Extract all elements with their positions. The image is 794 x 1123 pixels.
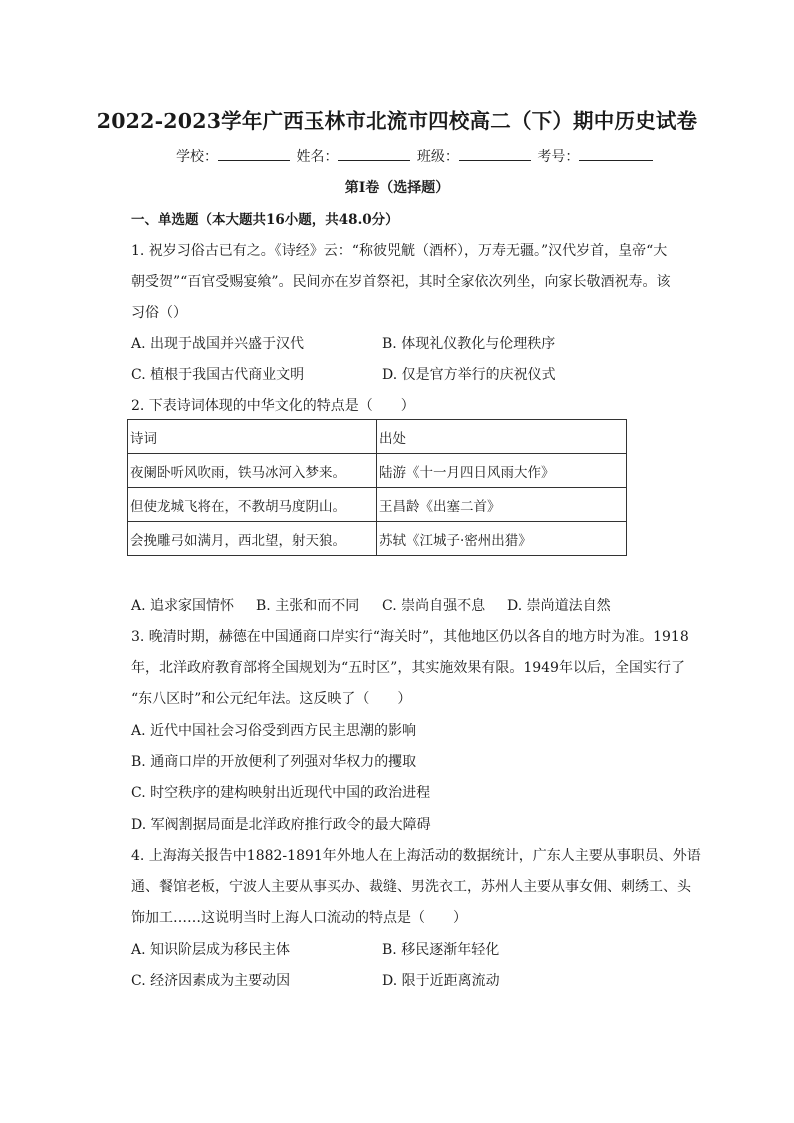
q1-line-1: 1. 祝岁习俗古已有之。《诗经》云：“称彼兕觥（酒杯），万寿无疆。”汉代岁首，皇帝“大 xyxy=(131,243,668,259)
q1-option-d[interactable]: D. 仅是官方举行的庆祝仪式 xyxy=(382,367,556,383)
q4-option-c[interactable]: C. 经济因素成为主要动因 xyxy=(131,973,291,989)
table-cell-source: 陆游《十一月四日风雨大作》 xyxy=(377,454,627,488)
name-blank[interactable] xyxy=(338,146,410,161)
q2-option-c[interactable]: C. 崇尚自强不息 xyxy=(382,598,486,614)
table-cell-source: 苏轼《江城子·密州出猎》 xyxy=(377,522,627,556)
q4-option-a[interactable]: A. 知识阶层成为移民主体 xyxy=(131,942,291,958)
table-row xyxy=(128,454,627,488)
q2-option-d[interactable]: D. 崇尚道法自然 xyxy=(507,598,611,614)
q3-option-b[interactable]: B. 通商口岸的开放便利了列强对华权力的攫取 xyxy=(131,754,417,770)
q1-line-2: 朝受贺”“百官受赐宴飨”。民间亦在岁首祭祀，其时全家依次列坐，向家长敬酒祝寿。该 xyxy=(131,274,671,290)
exam-no-blank[interactable] xyxy=(579,146,653,161)
q3-line-2: 年，北洋政府教育部将全国规划为“五时区”，其实施效果有限。1949年以后，全国实行了 xyxy=(131,660,685,676)
q3-option-a[interactable]: A. 近代中国社会习俗受到西方民主思潮的影响 xyxy=(131,723,417,739)
school-blank[interactable] xyxy=(218,146,290,161)
q2-option-b[interactable]: B. 主张和而不同 xyxy=(256,598,360,614)
table-row xyxy=(128,488,627,522)
class-label: 班级： xyxy=(416,149,459,165)
table-cell-poem: 夜阑卧听风吹雨，铁马冰河入梦来。 xyxy=(128,454,377,488)
table-header-source: 出处 xyxy=(377,420,627,454)
school-label: 学校： xyxy=(176,149,218,165)
section-title: 第I卷（选择题） xyxy=(344,180,450,196)
table-cell-poem: 会挽雕弓如满月，西北望，射天狼。 xyxy=(128,522,377,556)
exam-no-label: 考号： xyxy=(537,149,580,165)
q4-option-d[interactable]: D. 限于近距离流动 xyxy=(382,973,500,989)
q4-line-1: 4. 上海海关报告中1882-1891年外地人在上海活动的数据统计，广东人主要从事职员、外语 xyxy=(131,848,701,864)
table-header-poem: 诗词 xyxy=(128,420,377,454)
q2-stem: 2. 下表诗词体现的中华文化的特点是（ ） xyxy=(131,398,415,414)
table-header-row xyxy=(128,420,627,454)
part-title: 一、单选题（本大题共16小题，共48.0分） xyxy=(131,212,399,228)
student-info-row xyxy=(176,146,655,166)
q1-option-a[interactable]: A. 出现于战国并兴盛于汉代 xyxy=(131,336,305,352)
q4-line-2: 通、餐馆老板，宁波人主要从事买办、裁缝、男洗衣工，苏州人主要从事女佣、刺绣工、头 xyxy=(131,879,691,895)
q1-option-b[interactable]: B. 体现礼仪教化与伦理秩序 xyxy=(382,336,556,352)
exam-title: 2022-2023学年广西玉林市北流市四校高二（下）期中历史试卷 xyxy=(96,109,698,133)
table-row xyxy=(128,522,627,556)
q1-option-c[interactable]: C. 植根于我国古代商业文明 xyxy=(131,367,305,383)
table-cell-poem: 但使龙城飞将在，不教胡马度阴山。 xyxy=(128,488,377,522)
q3-line-3: “东八区时”和公元纪年法。这反映了（ ） xyxy=(131,691,412,707)
q3-line-1: 3. 晚清时期，赫德在中国通商口岸实行“海关时”，其他地区仍以各自的地方时为准。1918 xyxy=(131,629,689,645)
class-blank[interactable] xyxy=(459,146,531,161)
name-label: 姓名： xyxy=(296,149,339,165)
q4-option-b[interactable]: B. 移民逐渐年轻化 xyxy=(382,942,500,958)
q2-option-a[interactable]: A. 追求家国情怀 xyxy=(131,598,235,614)
poem-table xyxy=(127,419,627,556)
q3-option-c[interactable]: C. 时空秩序的建构映射出近现代中国的政治进程 xyxy=(131,785,431,801)
q1-line-3: 习俗（） xyxy=(131,305,187,321)
q3-option-d[interactable]: D. 军阀割据局面是北洋政府推行政令的最大障碍 xyxy=(131,817,431,833)
q4-line-3: 饰加工……这说明当时上海人口流动的特点是（ ） xyxy=(131,910,467,926)
table-cell-source: 王昌龄《出塞二首》 xyxy=(377,488,627,522)
